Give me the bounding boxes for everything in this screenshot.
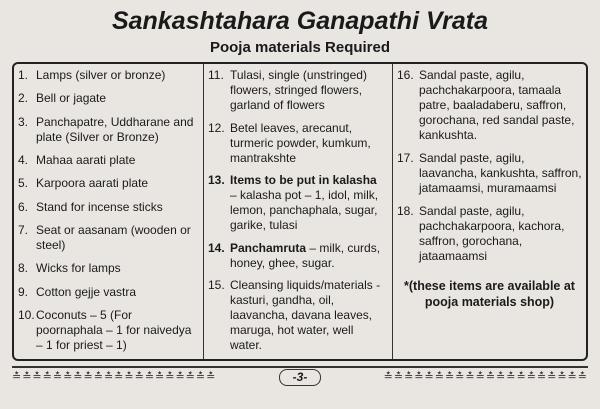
item-text: – kalasha pot – 1, idol, milk, lemon, panchaphala, sugar, garike, tulasi	[230, 188, 379, 232]
item-number: 7.	[18, 222, 29, 237]
item-number: 15.	[208, 278, 225, 292]
item-number: 17.	[397, 151, 414, 165]
item-text: Cotton gejje vastra	[36, 284, 137, 299]
ornament-icon: ≛≛≛≛≛≛≛≛≛≛≛≛≛≛≛≛≛≛≛≛	[12, 371, 217, 383]
item-text: Sandal paste, agilu, laavancha, kankushta, saffron, jatamaamsi, muramaamsi	[419, 151, 582, 195]
list-item	[208, 68, 388, 113]
list-item	[18, 223, 199, 253]
item-text: Karpoora aarati plate	[36, 176, 149, 191]
materials-table	[12, 62, 588, 361]
item-text: Seat or aasanam (wooden or steel)	[36, 222, 191, 252]
list-item	[208, 241, 388, 271]
ornament-icon: ≛≛≛≛≛≛≛≛≛≛≛≛≛≛≛≛≛≛≛≛	[383, 371, 588, 383]
item-number: 18.	[397, 204, 414, 218]
list-item	[397, 68, 582, 143]
list-item	[18, 308, 199, 353]
list-item	[208, 278, 388, 353]
item-text: Panchapatre, Uddharane and plate (Silver or Bronze)	[36, 114, 194, 144]
item-number: 11.	[208, 68, 224, 82]
item-number: 3.	[18, 114, 29, 129]
list-item	[18, 91, 199, 106]
list-item	[18, 68, 199, 83]
item-text: Sandal paste, agilu, pachchakarpoora, tamaala patre, baaladaberu, saffron, gorochana, red sandal paste, kankushta.	[419, 68, 575, 142]
list-item	[18, 115, 199, 145]
item-heading: Items to be put in kalasha	[230, 173, 377, 187]
list-item	[18, 153, 199, 168]
column-2	[204, 64, 393, 359]
decorative-border	[12, 366, 588, 386]
item-text: Sandal paste, agilu, pachchakarpoora, kachora, saffron, gorochana, jataamaamsi	[419, 204, 565, 263]
list-item	[18, 200, 199, 215]
item-text: Bell or jagate	[36, 91, 107, 106]
page-number: -3-	[279, 369, 321, 386]
item-number: 2.	[18, 91, 29, 106]
list-item	[208, 121, 388, 166]
item-text: Stand for incense sticks	[36, 199, 163, 214]
item-number: 9.	[18, 284, 29, 299]
item-number: 1.	[18, 68, 29, 82]
item-heading: Panchamruta	[230, 240, 307, 255]
column-3	[393, 64, 586, 359]
item-number: 12.	[208, 120, 225, 135]
page-subtitle: Pooja materials Required	[209, 39, 391, 56]
item-number: 10.	[18, 307, 35, 322]
list-item	[208, 173, 388, 233]
column-1	[14, 64, 204, 359]
item-number: 16.	[397, 68, 414, 82]
item-text: Coconuts – 5 (For poornaphala – 1 for naivedya – 1 for priest – 1)	[36, 307, 192, 352]
availability-note: *(these items are available at pooja materials shop)	[404, 279, 575, 309]
item-number: 4.	[18, 152, 29, 167]
item-text: Cleansing liquids/materials - kasturi, gandha, oil, laavancha, davana leaves, maruga, hot water, well water.	[230, 278, 381, 352]
item-text: Lamps (silver or bronze)	[36, 68, 166, 82]
item-number: 13.	[208, 173, 225, 187]
item-number: 8.	[18, 261, 29, 276]
page-title: Sankashtahara Ganapathi Vrata	[111, 7, 489, 35]
list-item	[18, 285, 199, 300]
item-number: 14.	[208, 240, 225, 255]
list-item	[18, 176, 199, 191]
item-text: – milk, curds, honey, ghee, sugar.	[230, 240, 381, 270]
item-text: Wicks for lamps	[36, 261, 121, 276]
item-number: 6.	[18, 199, 29, 214]
item-text: Mahaa aarati plate	[36, 152, 136, 167]
item-number: 5.	[18, 176, 29, 191]
list-item	[397, 204, 582, 264]
list-item	[397, 151, 582, 196]
item-text: Betel leaves, arecanut, turmeric powder, kumkum, mantrakshte	[230, 120, 371, 165]
item-text: Tulasi, single (unstringed) flowers, stringed flowers, garland of flowers	[230, 68, 367, 112]
list-item	[18, 261, 199, 276]
